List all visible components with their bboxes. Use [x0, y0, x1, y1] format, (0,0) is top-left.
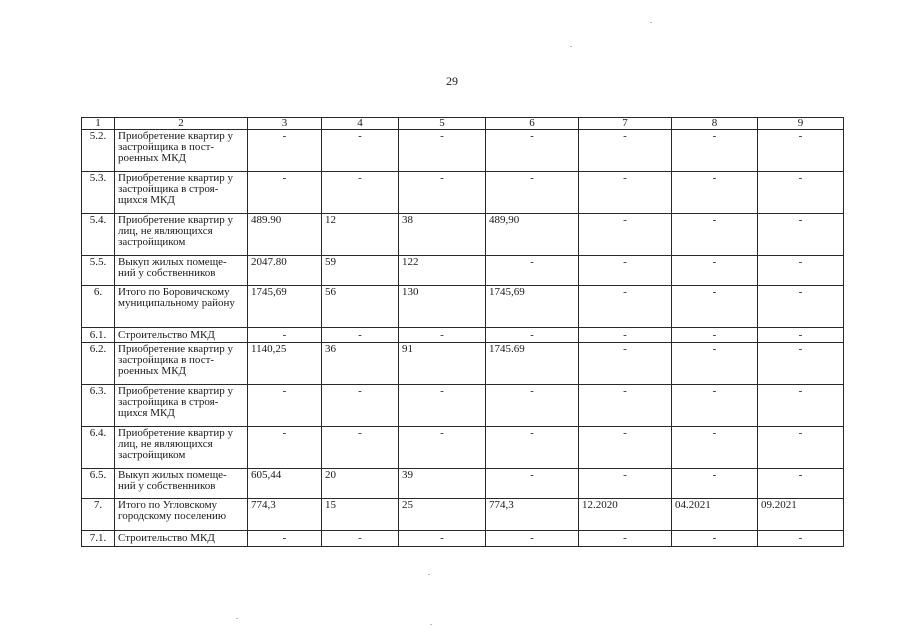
table-cell: - — [579, 427, 672, 469]
table-cell: - — [486, 130, 579, 172]
page-number: 29 — [446, 74, 458, 88]
table-body — [82, 130, 844, 547]
table-cell: 38 — [399, 214, 486, 256]
table-cell: 36 — [322, 343, 399, 385]
column-header: 2 — [115, 118, 248, 130]
table-cell: 489.90 — [248, 214, 322, 256]
table-cell: - — [399, 531, 486, 547]
table-cell: - — [579, 385, 672, 427]
table-cell: 04.2021 — [672, 499, 758, 531]
table-cell: - — [672, 427, 758, 469]
row-name: Приобретение квартир у застройщика в строя-щихся МКД — [115, 172, 248, 214]
table-cell: - — [486, 172, 579, 214]
table-cell: - — [672, 130, 758, 172]
table-cell: - — [672, 385, 758, 427]
scan-speck — [650, 22, 652, 23]
table-cell: 56 — [322, 286, 399, 328]
table-cell: - — [322, 130, 399, 172]
table-cell: - — [248, 385, 322, 427]
table-cell: - — [486, 385, 579, 427]
table-cell: - — [322, 531, 399, 547]
table-cell: - — [486, 531, 579, 547]
table-row — [82, 385, 844, 427]
row-name: Приобретение квартир у застройщика в пост-роенных МКД — [115, 130, 248, 172]
table-cell: - — [579, 172, 672, 214]
table-cell: - — [579, 130, 672, 172]
table-cell: - — [758, 385, 844, 427]
table-cell: 1745.69 — [486, 343, 579, 385]
table-cell: 15 — [322, 499, 399, 531]
table-cell: - — [758, 214, 844, 256]
scan-speck — [428, 574, 430, 575]
table-row — [82, 531, 844, 547]
table-row — [82, 172, 844, 214]
table-cell: - — [758, 130, 844, 172]
row-number: 5.5. — [82, 256, 115, 286]
table-cell: - — [322, 385, 399, 427]
row-number: 7. — [82, 499, 115, 531]
table-cell: - — [672, 328, 758, 343]
table-cell: - — [758, 427, 844, 469]
row-name: Строительство МКД — [115, 328, 248, 343]
table-cell: - — [579, 214, 672, 256]
table-cell: 774,3 — [248, 499, 322, 531]
table-cell: - — [248, 172, 322, 214]
row-name: Итого по Боровичскому муниципальному району — [115, 286, 248, 328]
row-name: Выкуп жилых помеще-ний у собственников — [115, 256, 248, 286]
table-cell: 20 — [322, 469, 399, 499]
scan-speck — [236, 618, 238, 619]
table-row — [82, 214, 844, 256]
column-header: 3 — [248, 118, 322, 130]
table-cell: - — [248, 130, 322, 172]
row-number: 6.4. — [82, 427, 115, 469]
table-cell: - — [399, 328, 486, 343]
table-cell: - — [399, 427, 486, 469]
table-row — [82, 427, 844, 469]
table-row — [82, 328, 844, 343]
table-cell: - — [248, 531, 322, 547]
table-cell: - — [758, 256, 844, 286]
row-name: Приобретение квартир у лиц, не являющихся застройщиком — [115, 427, 248, 469]
table-cell: - — [672, 256, 758, 286]
row-name: Выкуп жилых помеще-ний у собственников — [115, 469, 248, 499]
column-header: 8 — [672, 118, 758, 130]
table-cell: 489,90 — [486, 214, 579, 256]
table-cell: - — [579, 531, 672, 547]
row-name: Приобретение квартир у лиц, не являющихся застройщиком — [115, 214, 248, 256]
table-cell: - — [672, 172, 758, 214]
row-number: 7.1. — [82, 531, 115, 547]
table-cell: - — [579, 328, 672, 343]
column-header: 5 — [399, 118, 486, 130]
table-cell: 1745,69 — [486, 286, 579, 328]
table-cell: - — [579, 469, 672, 499]
table-cell: 774,3 — [486, 499, 579, 531]
table-cell: - — [486, 469, 579, 499]
table-cell: - — [758, 531, 844, 547]
table-cell: 59 — [322, 256, 399, 286]
column-header: 1 — [82, 118, 115, 130]
column-header: 6 — [486, 118, 579, 130]
table-cell: 2047.80 — [248, 256, 322, 286]
row-number: 6. — [82, 286, 115, 328]
scan-speck — [570, 46, 572, 47]
table-cell: - — [322, 328, 399, 343]
table-cell: 605,44 — [248, 469, 322, 499]
scan-speck — [430, 624, 432, 625]
data-table — [81, 117, 844, 547]
row-number: 6.1. — [82, 328, 115, 343]
row-number: 6.5. — [82, 469, 115, 499]
table-cell: 122 — [399, 256, 486, 286]
table-cell: 12 — [322, 214, 399, 256]
table-row — [82, 130, 844, 172]
table-row — [82, 469, 844, 499]
table-row — [82, 343, 844, 385]
table-row — [82, 499, 844, 531]
table-row — [82, 286, 844, 328]
table-cell: - — [486, 256, 579, 286]
row-name: Строительство МКД — [115, 531, 248, 547]
table-cell: - — [758, 469, 844, 499]
table-cell: 1140,25 — [248, 343, 322, 385]
table-cell: - — [322, 172, 399, 214]
table-cell: - — [579, 256, 672, 286]
column-header: 9 — [758, 118, 844, 130]
table-cell: - — [248, 427, 322, 469]
row-number: 5.4. — [82, 214, 115, 256]
table-cell: - — [579, 343, 672, 385]
table-cell: - — [486, 328, 579, 343]
table-cell: - — [672, 531, 758, 547]
table-cell: 1745,69 — [248, 286, 322, 328]
table-cell: - — [399, 172, 486, 214]
table-cell: 91 — [399, 343, 486, 385]
table-cell: - — [672, 469, 758, 499]
table-cell: - — [399, 385, 486, 427]
table-cell: - — [672, 343, 758, 385]
table-cell: - — [758, 343, 844, 385]
row-number: 5.2. — [82, 130, 115, 172]
row-name: Итого по Угловскому городскому поселению — [115, 499, 248, 531]
table-cell: - — [322, 427, 399, 469]
row-number: 5.3. — [82, 172, 115, 214]
table-cell: - — [486, 427, 579, 469]
column-header: 7 — [579, 118, 672, 130]
column-number-row — [82, 118, 844, 130]
column-header: 4 — [322, 118, 399, 130]
table-cell: 130 — [399, 286, 486, 328]
table-cell: - — [758, 172, 844, 214]
row-number: 6.2. — [82, 343, 115, 385]
table-cell: - — [672, 286, 758, 328]
table-cell: - — [399, 130, 486, 172]
table-cell: 12.2020 — [579, 499, 672, 531]
table-cell: - — [758, 328, 844, 343]
row-name: Приобретение квартир у застройщика в пост-роенных МКД — [115, 343, 248, 385]
table-cell: - — [672, 214, 758, 256]
table-cell: - — [248, 328, 322, 343]
table-cell: - — [579, 286, 672, 328]
table-cell: 39 — [399, 469, 486, 499]
row-number: 6.3. — [82, 385, 115, 427]
table-cell: 09.2021 — [758, 499, 844, 531]
table-cell: 25 — [399, 499, 486, 531]
table-cell: - — [758, 286, 844, 328]
row-name: Приобретение квартир у застройщика в строя-щихся МКД — [115, 385, 248, 427]
table-row — [82, 256, 844, 286]
